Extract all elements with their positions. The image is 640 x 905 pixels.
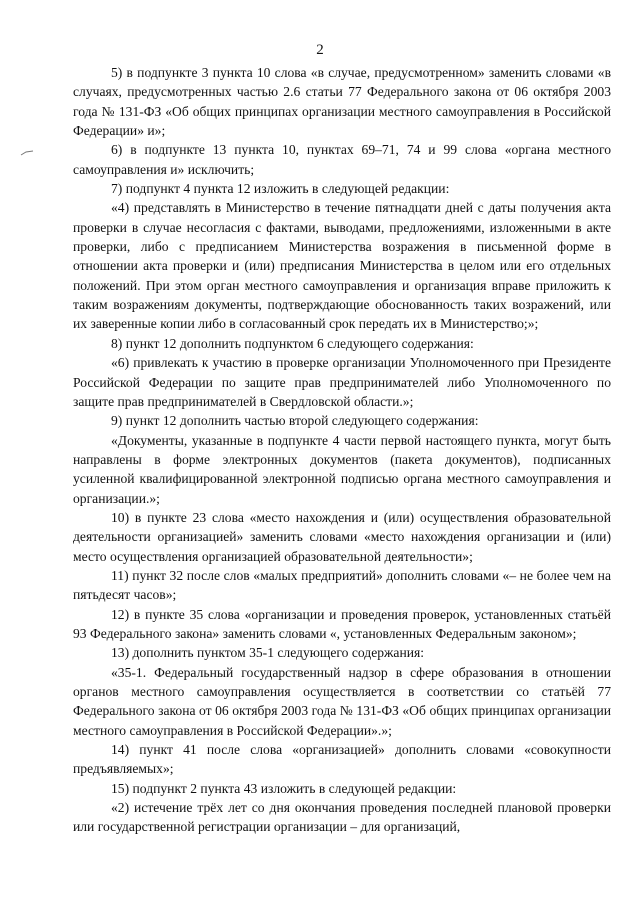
paragraph-item-6: 6) в подпункте 13 пункта 10, пунктах 69–71, 74 и 99 слова «органа местного самоуправления и» исключить;	[73, 142, 611, 177]
quoted-subparagraph-2: «2) истечение трёх лет со дня окончания проведения последней плановой проверки или государственной регистрации организации – для организаций,	[73, 800, 611, 835]
quoted-clause-35-1: «35-1. Федеральный государственный надзор в сфере образования в отношении органов местного самоуправления осуществляется в соответствии со статьёй 77 Федерального закона от 06 октября 2003 года № 131-ФЗ «Об общих принципах организации местного самоуправления в Российской Федерации».»;	[73, 664, 611, 738]
page-number: 2	[316, 42, 324, 58]
paragraph-item-10: 10) в пункте 23 слова «место нахождения и (или) осуществления образовательной деятельности организацией» заменить словами «место нахождения организации и (или) место осуществления организацией образовательной деятельности»;	[73, 509, 611, 564]
paragraph-item-9: 9) пункт 12 дополнить частью второй следующего содержания:	[111, 413, 479, 429]
paragraph-item-13: 13) дополнить пунктом 35-1 следующего содержания:	[111, 645, 425, 661]
paragraph-item-7: 7) подпункт 4 пункта 12 изложить в следующей редакции:	[111, 181, 450, 197]
document-body	[73, 63, 611, 837]
paragraph-item-5: 5) в подпункте 3 пункта 10 слова «в случае, предусмотренном» заменить словами «в случаях, предусмотренных частью 2.6 статьи 77 Федерального закона от 06 октября 2003 года № 131-ФЗ «Об общих принципах организации местного самоуправления в Российской Федерации» и»;	[73, 65, 611, 139]
paragraph-item-8: 8) пункт 12 дополнить подпунктом 6 следующего содержания:	[111, 335, 474, 351]
margin-mark	[20, 148, 34, 158]
quoted-documents-clause: «Документы, указанные в подпункте 4 части первой настоящего пункта, могут быть направлены в форме электронных документов (пакета документов), подписанных усиленной квалифицированной электронной подписью органа местного самоуправления и организации.»;	[73, 432, 611, 506]
paragraph-item-14: 14) пункт 41 после слова «организацией» дополнить словами «совокупности предъявляемых»;	[73, 742, 611, 777]
paragraph-item-12: 12) в пункте 35 слова «организации и проведения проверок, установленных статьёй 93 Федерального закона» заменить словами «, установленных Федеральным законом»;	[73, 606, 611, 641]
quoted-subparagraph-4: «4) представлять в Министерство в течение пятнадцати дней с даты получения акта проверки в случае несогласия с фактами, выводами, предложениями, изложенными в акте проверки, либо с предписанием Министерства возражения в письменной форме в отношении акта проверки и (или) предписания Министерства в целом или его отдельных положений. При этом орган местного самоуправления и организация вправе приложить к таким возражениям документы, подтверждающие обоснованность таких возражений, или их заверенные копии либо в согласованный срок передать их в Министерство;»;	[73, 200, 611, 332]
paragraph-item-15: 15) подпункт 2 пункта 43 изложить в следующей редакции:	[111, 780, 457, 796]
paragraph-item-11: 11) пункт 32 после слов «малых предприятий» дополнить словами «– не более чем на пятьдесят часов»;	[73, 567, 611, 603]
quoted-subparagraph-6: «6) привлекать к участию в проверке организации Уполномоченного при Президенте Российской Федерации по защите прав предпринимателей либо Уполномоченного по защите прав предпринимателей в Свердловской области.»;	[73, 355, 611, 409]
